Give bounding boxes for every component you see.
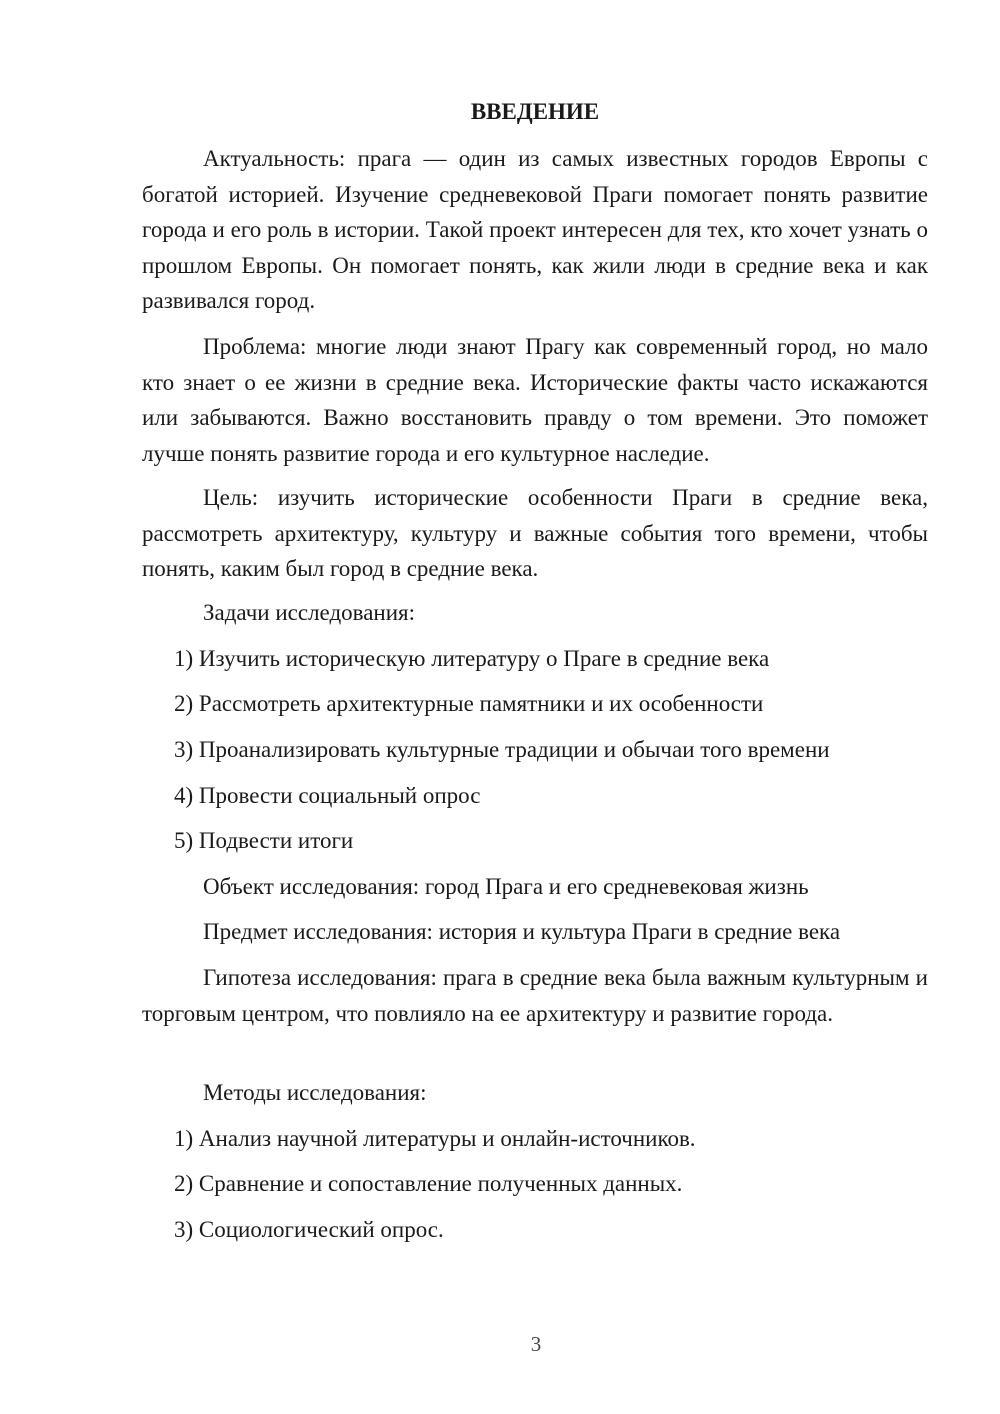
- hypothesis-paragraph: Гипотеза исследования: прага в средние века была важным культурным и торговым центром, что повлияло на ее архитектуру и развитие города.: [142, 965, 928, 1026]
- methods-list-3: [142, 1212, 928, 1248]
- hypothesis-section: [142, 960, 928, 1031]
- list-item: 1) Анализ научной литературы и онлайн-источников.: [174, 1126, 696, 1151]
- object-block: [142, 869, 928, 905]
- goal-paragraph: Цель: изучить исторические особенности Праги в средние века, рассмотреть архитектуру, культуру и важные события того времени, чтобы понять, каким был город в средние века.: [142, 485, 928, 581]
- tasks-list: [142, 641, 928, 677]
- goal-section: [142, 480, 928, 587]
- list-item: 2) Рассмотреть архитектурные памятники и их особенности: [174, 691, 764, 716]
- tasks-list-3: [142, 732, 928, 768]
- relevance-section: [142, 141, 928, 319]
- list-item: 5) Подвести итоги: [174, 828, 354, 853]
- list-item: 3) Социологический опрос.: [174, 1217, 444, 1242]
- list-item: 2) Сравнение и сопоставление полученных данных.: [174, 1171, 683, 1196]
- page-heading: ВВЕДЕНИЕ: [470, 99, 600, 124]
- tasks-list-2: [142, 686, 928, 722]
- list-item: 4) Провести социальный опрос: [174, 783, 481, 808]
- list-item: 1) Изучить историческую литературу о Праге в средние века: [174, 646, 770, 671]
- problem-paragraph: Проблема: многие люди знают Прагу как современный город, но мало кто знает о ее жизни в средние века. Исторические факты часто искажаются или забываются. Важно восстановить правду о том времени. Это поможет лучше понять развитие города и его культурное наследие.: [142, 334, 928, 466]
- tasks-title-block: [142, 595, 928, 631]
- tasks-list-4: [142, 778, 928, 814]
- tasks-title: Задачи исследования:: [203, 600, 416, 625]
- problem-section: [142, 329, 928, 471]
- tasks-list-5: [142, 823, 928, 859]
- subject-block: [142, 914, 928, 950]
- methods-list: [142, 1121, 928, 1157]
- methods-title-block: [142, 1075, 928, 1111]
- research-object: Объект исследования: город Прага и его средневековая жизнь: [203, 874, 809, 899]
- page-number: 3: [530, 1332, 542, 1356]
- methods-title: Методы исследования:: [203, 1080, 427, 1105]
- research-subject: Предмет исследования: история и культура Праги в средние века: [203, 919, 841, 944]
- methods-list-2: [142, 1166, 928, 1202]
- list-item: 3) Проанализировать культурные традиции и обычаи того времени: [174, 737, 830, 762]
- relevance-paragraph: Актуальность: прага — один из самых известных городов Европы с богатой историей. Изучение средневековой Праги помогает понять развитие города и его роль в истории. Такой проект интересен для тех, кто хочет узнать о прошлом Европы. Он помогает понять, как жили люди в средние века и как развивался город.: [142, 146, 928, 313]
